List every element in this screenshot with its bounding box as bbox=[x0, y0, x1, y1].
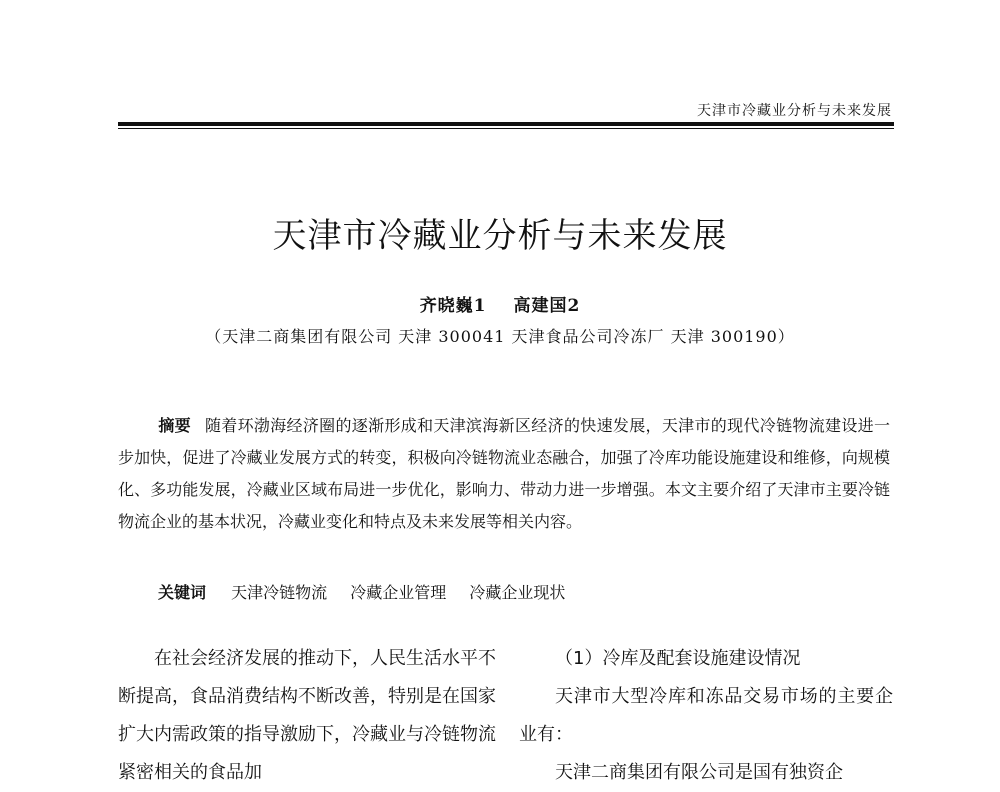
keyword-item: 冷藏企业现状 bbox=[469, 583, 566, 602]
paper-title: 天津市冷藏业分析与未来发展 bbox=[272, 216, 728, 256]
running-head: 天津市冷藏业分析与未来发展 bbox=[697, 103, 892, 119]
body-column-right bbox=[519, 640, 893, 792]
body-paragraph: 天津市大型冷库和冻品交易市场的主要企业有： bbox=[519, 686, 893, 745]
header-rule-thick bbox=[118, 122, 894, 126]
author-1: 齐晓巍1 bbox=[419, 296, 487, 316]
keyword-item: 天津冷链物流 bbox=[231, 583, 328, 602]
keywords-label: 关键词 bbox=[158, 583, 207, 602]
affiliation: （天津二商集团有限公司 天津 300041 天津食品公司冷冻厂 天津 300190） bbox=[205, 327, 795, 346]
keywords bbox=[158, 580, 583, 603]
abstract-label: 摘要 bbox=[158, 416, 191, 435]
body-paragraph: 天津二商集团有限公司是国有独资企 bbox=[555, 762, 843, 783]
section-heading: （1）冷库及配套设施建设情况 bbox=[555, 648, 801, 669]
keyword-item: 冷藏企业管理 bbox=[350, 583, 447, 602]
abstract-text: 随着环渤海经济圈的逐渐形成和天津滨海新区经济的快速发展，天津市的现代冷链物流建设进一步加快，促进了冷藏业发展方式的转变，积极向冷链物流业态融合，加强了冷库功能设施建设和维修，向规模化、多功能发展，冷藏业区域布局进一步优化，影响力、带动力进一步增强。本文主要介绍了天津市主要冷链物流企业的基本状况，冷藏业变化和特点及未来发展等相关内容。 bbox=[118, 416, 890, 531]
body-column-left bbox=[118, 640, 496, 792]
body-paragraph: 在社会经济发展的推动下，人民生活水平不断提高，食品消费结构不断改善，特别是在国家扩大内需政策的指导激励下，冷藏业与冷链物流紧密相关的食品加 bbox=[118, 648, 496, 783]
author-line bbox=[0, 291, 1000, 316]
abstract bbox=[118, 410, 890, 538]
author-2: 高建国2 bbox=[513, 296, 581, 316]
header-rule-thin bbox=[118, 128, 894, 129]
